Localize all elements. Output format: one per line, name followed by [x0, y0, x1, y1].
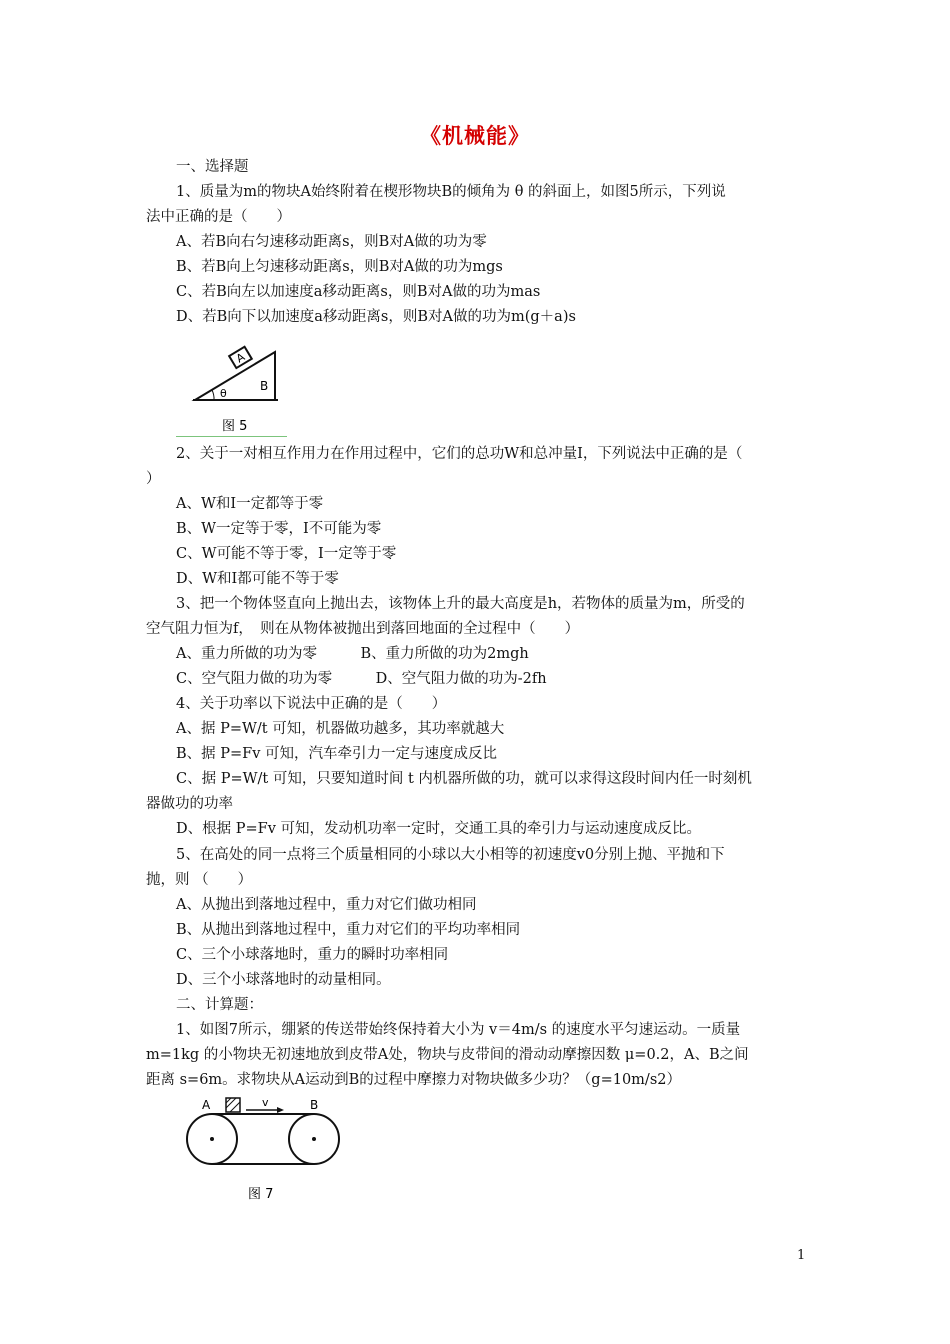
question-1-text-cont: 法中正确的是（ ）: [146, 209, 291, 225]
question-5-option-a: A、从抛出到落地过程中，重力对它们做功相同: [176, 897, 477, 913]
calc-1-text: 1、如图7所示，绷紧的传送带始终保持着大小为 v＝4m/s 的速度水平匀速运动。一质量: [176, 1022, 741, 1038]
velocity-arrowhead: [277, 1107, 284, 1113]
fig5-label-theta: θ: [220, 387, 227, 400]
question-3-options-ab: A、重力所做的功为零 B、重力所做的功为2mgh: [176, 646, 529, 662]
page-title: 《机械能》: [420, 123, 530, 148]
calc-1-text-cont-2: 距离 s=6m。求物块从A运动到B的过程中摩擦力对物块做多少功？（g=10m/s2）: [146, 1072, 681, 1088]
question-2-text-cont: ）: [146, 471, 161, 487]
figure-7-conveyor: [184, 1094, 344, 1208]
figure-5-incline: [190, 342, 290, 434]
question-4-text: 4、关于功率以下说法中正确的是（ ）: [176, 696, 447, 712]
left-axle: [210, 1137, 214, 1141]
question-1-text: 1、质量为m的物块A始终附着在楔形物块B的倾角为 θ 的斜面上，如图5所示，下列说: [176, 184, 726, 200]
section-heading-calculation: 二、计算题：: [176, 997, 263, 1013]
question-5-text: 5、在高处的同一点将三个质量相同的小球以大小相等的初速度v0分别上抛、平抛和下: [176, 847, 725, 863]
question-5-option-d: D、三个小球落地时的动量相同。: [176, 972, 391, 988]
question-2-option-c: C、W可能不等于零，I一定等于零: [176, 546, 397, 562]
question-5-option-c: C、三个小球落地时，重力的瞬时功率相同: [176, 947, 449, 963]
fig5-caption: 图 5: [222, 419, 248, 434]
question-4-option-c-cont: 器做功的功率: [146, 796, 233, 812]
question-2-text: 2、关于一对相互作用力在作用过程中，它们的总功W和总冲量I，下列说法中正确的是（: [176, 446, 743, 462]
fig7-label-a: A: [202, 1098, 211, 1112]
question-2-option-b: B、W一定等于零，I不可能为零: [176, 521, 382, 537]
question-2-option-a: A、W和I一定都等于零: [176, 496, 324, 512]
section-heading-choice: 一、选择题: [176, 159, 249, 175]
question-1-option-d: D、若B向下以加速度a移动距离s，则B对A做的功为m(g＋a)s: [176, 309, 576, 325]
question-5-text-cont: 抛，则 （ ）: [146, 872, 253, 888]
question-5-option-b: B、从抛出到落地过程中，重力对它们的平均功率相同: [176, 922, 521, 938]
question-4-option-b: B、据 P=Fv 可知，汽车牵引力一定与速度成反比: [176, 746, 498, 762]
fig5-label-b: B: [260, 379, 269, 393]
block-a: [229, 347, 252, 368]
question-3-text-cont: 空气阻力恒为f， 则在从物体被抛出到落回地面的全过程中（ ）: [146, 621, 580, 637]
question-3-text: 3、把一个物体竖直向上抛出去，该物体上升的最大高度是h，若物体的质量为m，所受的: [176, 596, 745, 612]
question-4-option-c: C、据 P=W/t 可知，只要知道时间 t 内机器所做的功，就可以求得这段时间内任一时刻机: [176, 771, 752, 787]
divider-line: [176, 436, 287, 437]
theta-arc: [212, 390, 214, 400]
small-block: [226, 1098, 240, 1112]
right-axle: [312, 1137, 316, 1141]
calc-1-text-cont: m=1kg 的小物块无初速地放到皮带A处，物块与皮带间的滑动动摩擦因数 μ=0.2，A、B之间: [146, 1047, 749, 1063]
question-2-option-d: D、W和I都可能不等于零: [176, 571, 339, 587]
fig5-label-a: A: [233, 350, 248, 366]
fig7-label-v: v: [262, 1096, 269, 1109]
question-3-options-cd: C、空气阻力做的功为零 D、空气阻力做的功为-2fh: [176, 671, 547, 687]
fig7-caption: 图 7: [248, 1187, 274, 1202]
page-number: 1: [797, 1248, 806, 1263]
question-1-option-a: A、若B向右匀速移动距离s，则B对A做的功为零: [176, 234, 487, 250]
question-4-option-d: D、根据 P=Fv 可知，发动机功率一定时，交通工具的牵引力与运动速度成反比。: [176, 821, 701, 837]
question-1-option-b: B、若B向上匀速移动距离s，则B对A做的功为mgs: [176, 259, 503, 275]
question-1-option-c: C、若B向左以加速度a移动距离s，则B对A做的功为mas: [176, 284, 541, 300]
question-4-option-a: A、据 P=W/t 可知，机器做功越多，其功率就越大: [176, 721, 505, 737]
fig7-label-b: B: [310, 1098, 319, 1112]
